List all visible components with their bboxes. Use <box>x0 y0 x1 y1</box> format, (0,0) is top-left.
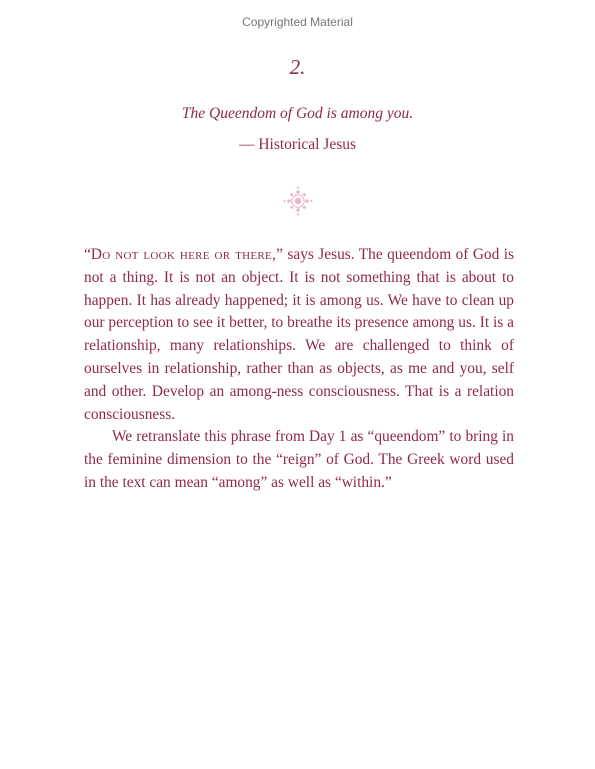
flower-ornament-icon <box>283 186 313 216</box>
body-text <box>84 244 514 495</box>
smallcaps-lead: Do not look here or there, <box>90 246 277 263</box>
paragraph-1 <box>84 244 514 426</box>
epigraph-quote: The Queendom of God is among you. <box>181 105 414 122</box>
epigraph-attribution: — Historical Jesus <box>238 136 357 153</box>
paragraph-1-text: ” says Jesus. The queendom of God is not a thing. It is not an object. It is not something that is about to happen. It has already happened; it is among us. We have to clean up our perception to see it better, to breathe its presence among us. It is a relationship, many relationships. We are challenged to think of ourselves in relationship, rather than as objects, as me and you, self and other. Develop an among-ness consciousness. That is a relation consciousness. <box>84 246 514 423</box>
chapter-number: 2. <box>289 55 306 79</box>
copyright-watermark: Copyrighted Material <box>242 15 353 29</box>
paragraph-2: We retranslate this phrase from Day 1 as “queendom” to bring in the feminine dimension to the “reign” of God. The Greek word used in the text can mean “among” as well as “within.” <box>84 428 514 491</box>
opening-quote: “ <box>84 246 91 263</box>
